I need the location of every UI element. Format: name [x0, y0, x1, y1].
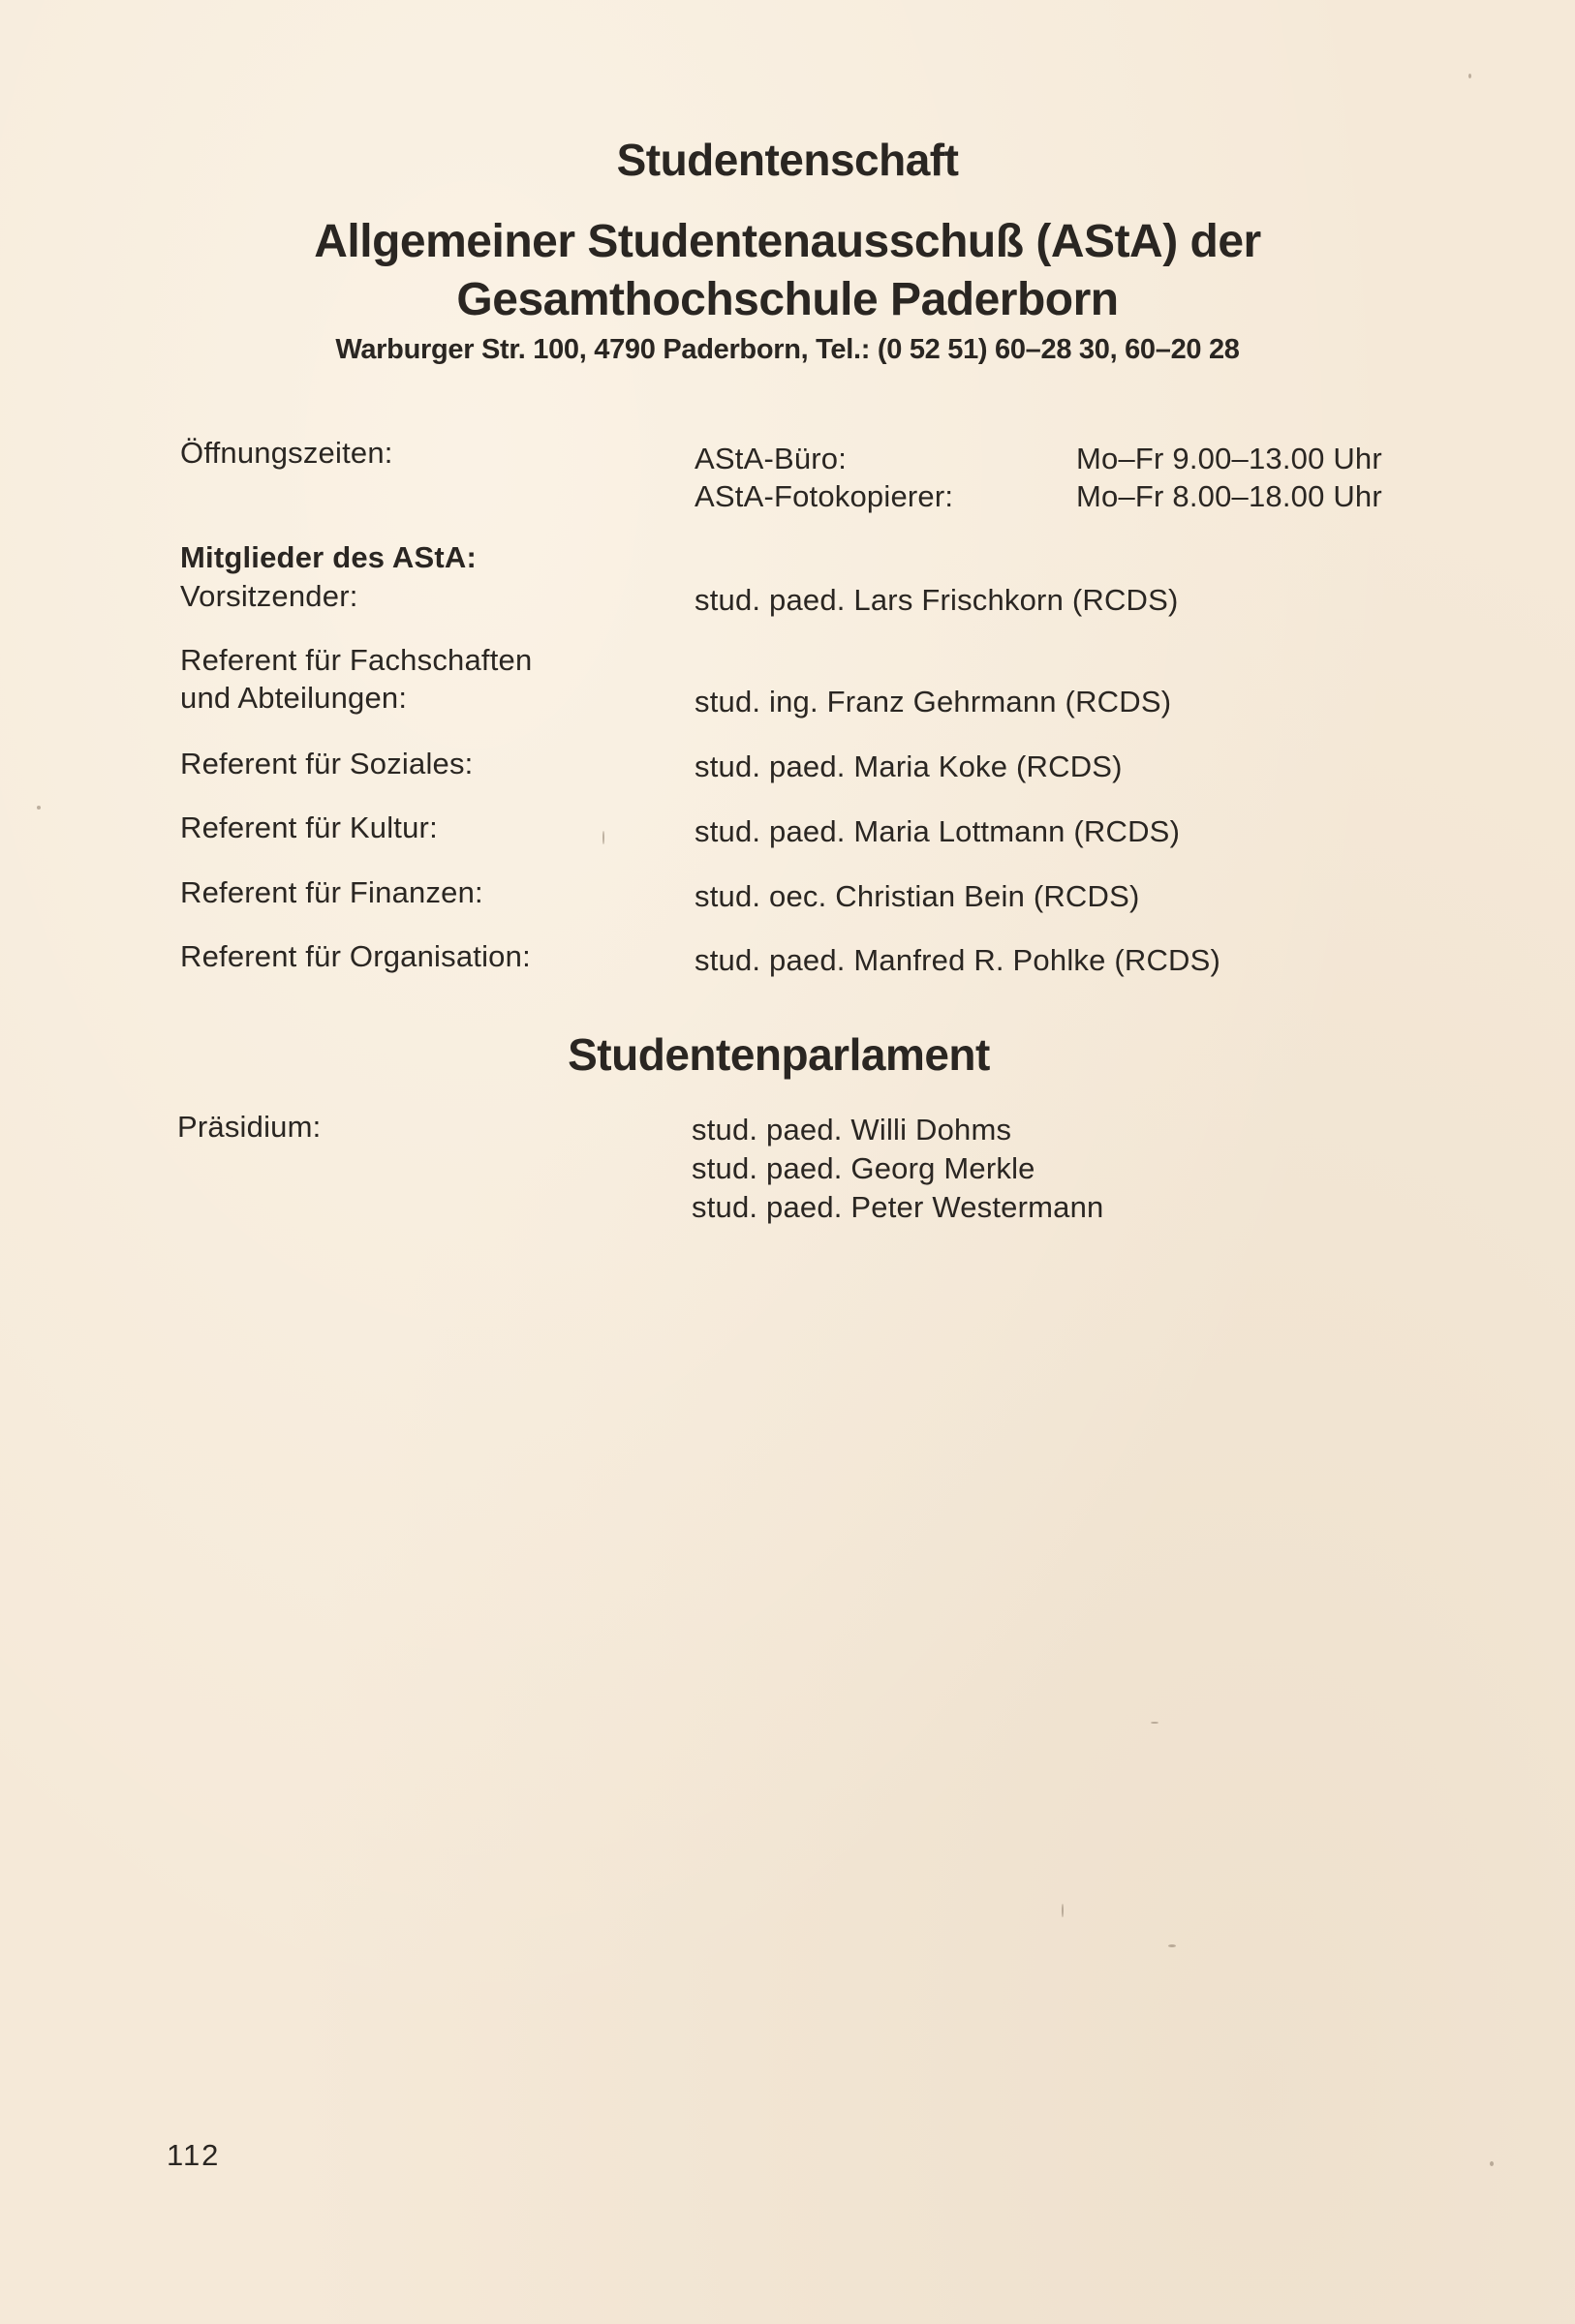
member-role: Referent für Soziales: — [180, 747, 474, 780]
paper-speck — [1062, 1904, 1064, 1917]
member-role: Referent für Finanzen: — [180, 875, 483, 909]
organization-name-line1: Allgemeiner Studentenausschuß (AStA) der — [314, 216, 1261, 267]
address-line: Warburger Str. 100, 4790 Paderborn, Tel.: (0 52 51) 60–28 30, 60–20 28 — [335, 334, 1240, 365]
presidium-member: stud. paed. Peter Westermann — [692, 1190, 1104, 1224]
paper-speck — [1151, 1722, 1158, 1724]
paper-speck — [1168, 1944, 1176, 1947]
opening-hours-label: Öffnungszeiten: — [180, 436, 393, 470]
member-role-line1: Referent für Fachschaften — [180, 643, 533, 677]
member-role: Vorsitzender: — [180, 579, 358, 613]
paper-speck — [1468, 74, 1471, 78]
member-role: Referent für Organisation: — [180, 939, 531, 973]
presidium-label: Präsidium: — [177, 1110, 322, 1144]
member-name: stud. paed. Lars Frischkorn (RCDS) — [695, 583, 1179, 617]
opening-hours-time: Mo–Fr 8.00–18.00 Uhr — [1076, 479, 1382, 513]
member-role: Referent für Kultur: — [180, 810, 438, 844]
member-name: stud. paed. Maria Lottmann (RCDS) — [695, 814, 1181, 848]
presidium-member: stud. paed. Georg Merkle — [692, 1151, 1035, 1185]
page-number: 112 — [167, 2138, 221, 2172]
member-name: stud. paed. Manfred R. Pohlke (RCDS) — [695, 943, 1221, 977]
presidium-member: stud. paed. Willi Dohms — [692, 1113, 1012, 1147]
opening-hours-place: AStA-Fotokopierer: — [695, 479, 954, 513]
member-name: stud. paed. Maria Koke (RCDS) — [695, 749, 1123, 783]
organization-name-line2: Gesamthochschule Paderborn — [456, 274, 1119, 325]
opening-hours-place: AStA-Büro: — [695, 442, 848, 475]
page-title: Studentenschaft — [616, 135, 959, 185]
members-heading: Mitglieder des AStA: — [180, 540, 477, 574]
paper-speck — [37, 806, 41, 810]
parliament-heading: Studentenparlament — [568, 1029, 990, 1080]
member-role: und Abteilungen: — [180, 681, 408, 715]
paper-speck — [1490, 2161, 1494, 2166]
paper-speck — [602, 831, 604, 844]
member-name: stud. oec. Christian Bein (RCDS) — [695, 879, 1140, 913]
opening-hours-time: Mo–Fr 9.00–13.00 Uhr — [1076, 442, 1382, 475]
member-name: stud. ing. Franz Gehrmann (RCDS) — [695, 685, 1172, 719]
